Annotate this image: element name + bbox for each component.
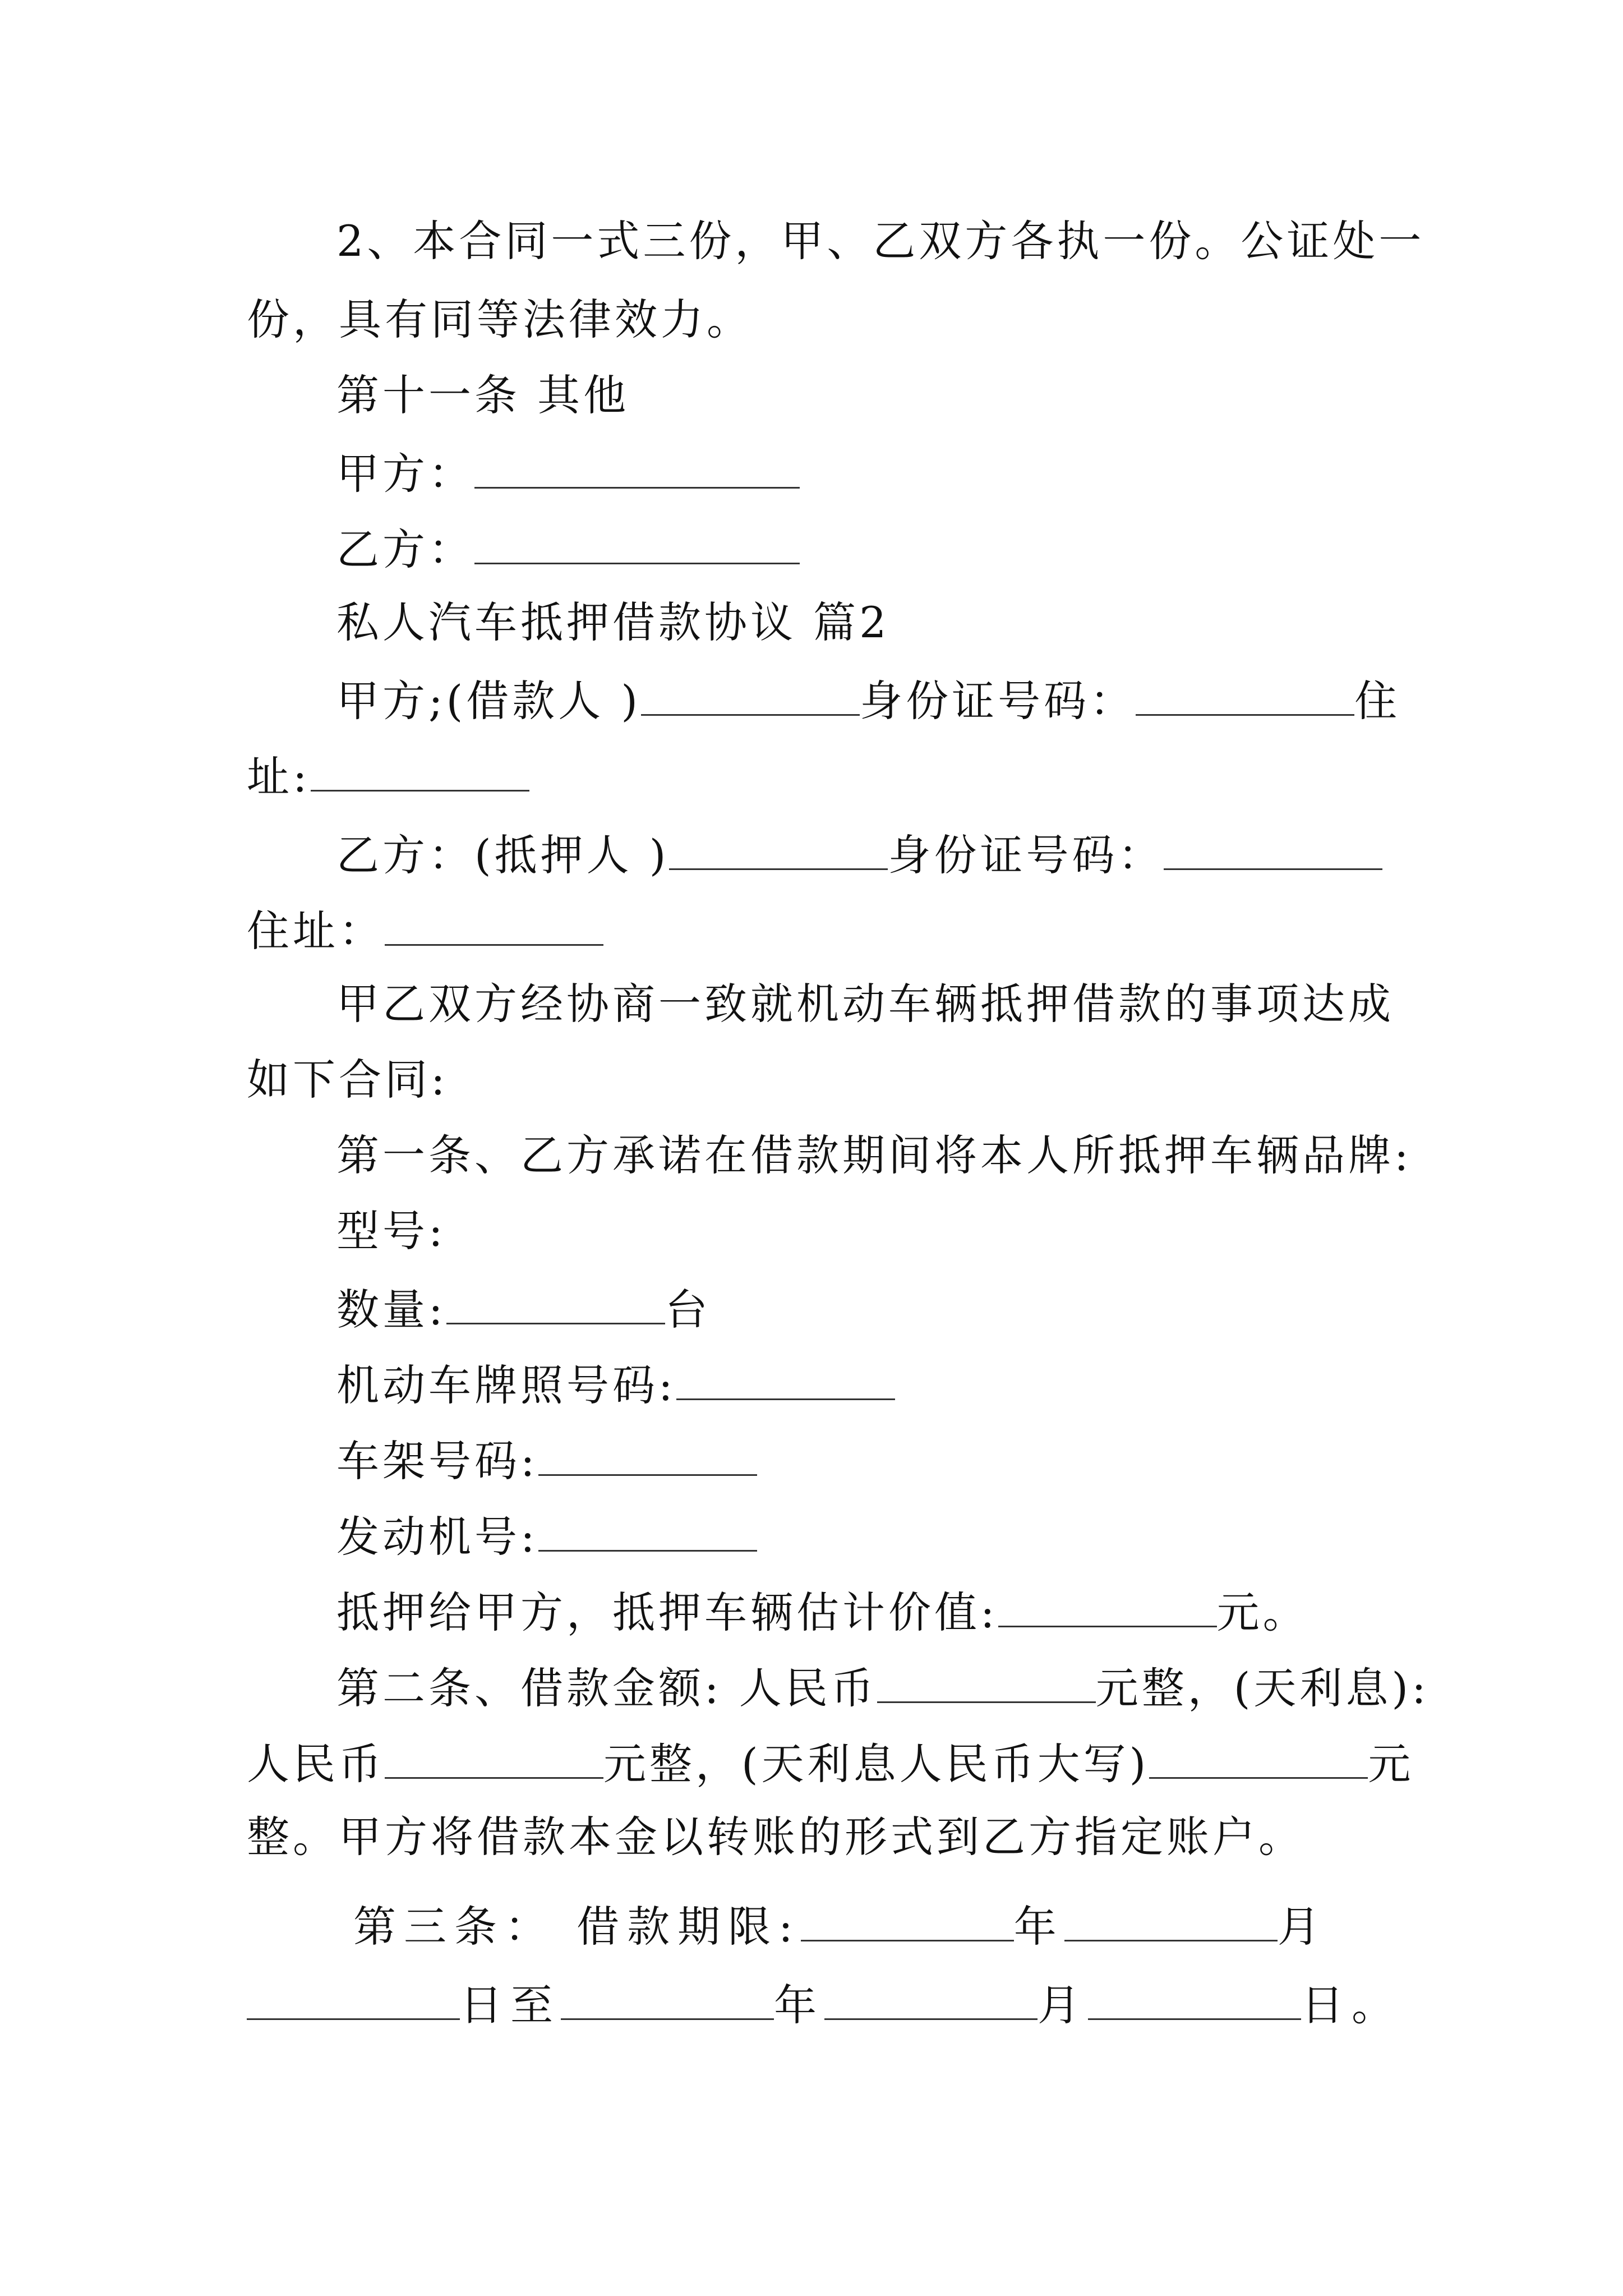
pledge-value-unit: 元。 [1216, 1588, 1309, 1637]
borrower-line [336, 670, 1400, 726]
engine-line [336, 1506, 757, 1562]
borrower-id-blank [1136, 670, 1354, 716]
pledge-value-text: 抵押给甲方，抵押车辆估计价值: [336, 1588, 998, 1637]
article-2-uppercase-blank [1149, 1733, 1368, 1779]
paragraph-copies-line-1: 2、本合同一式三份，甲、乙双方各执一份。公证处一 [336, 216, 1425, 266]
plate-line [336, 1355, 895, 1411]
plate-blank [676, 1355, 895, 1400]
borrower-label: 甲方;(借款人 ) [336, 676, 642, 726]
article-2-transfer-text: 整。甲方将借款本金以转账的形式到乙方指定账户。 [247, 1812, 1304, 1862]
borrower-name-blank [641, 670, 860, 716]
start-day-blank [247, 1975, 460, 2020]
end-year-blank [561, 1975, 774, 2020]
article-2-amount-blank [877, 1658, 1096, 1703]
paragraph-copies [336, 213, 1424, 269]
day-to-label: 日至 [460, 1980, 561, 2030]
mortgagor-id-blank [1164, 825, 1382, 870]
article-2-line-1 [336, 1658, 1430, 1714]
start-year-blank [801, 1896, 1014, 1941]
mortgagor-line [336, 825, 1382, 881]
intro-paragraph [336, 976, 1394, 1032]
plate-label: 机动车牌照号码: [336, 1360, 676, 1410]
borrower-id-label: 身份证号码： [860, 676, 1136, 726]
mortgagor-address-blank [385, 900, 603, 946]
end-month-label: 月 [1038, 1980, 1088, 2030]
model-label: 型号: [336, 1206, 446, 1256]
article-11-title: 第十一条 其他 [336, 370, 630, 420]
quantity-label: 数量: [336, 1285, 446, 1335]
paragraph-copies-continued [247, 292, 753, 348]
end-month-blank [824, 1975, 1038, 2020]
borrower-address-blank [311, 746, 529, 792]
model-line [336, 1203, 446, 1259]
section-heading [336, 595, 890, 651]
frame-line [336, 1430, 757, 1487]
end-day-blank [1088, 1975, 1301, 2020]
mortgagor-address-label: 住址： [247, 906, 385, 956]
article-1-text: 第一条、乙方承诺在借款期间将本人所抵押车辆品牌: [336, 1130, 1412, 1180]
article-2-rmb-label: 人民币 [247, 1739, 385, 1789]
section-title: 私人汽车抵押借款协议 篇2 [336, 597, 890, 647]
borrower-address-label-end: 址: [247, 752, 311, 802]
mortgagor-name-blank [669, 825, 888, 870]
quantity-unit: 台 [665, 1285, 711, 1335]
quantity-line [336, 1279, 711, 1335]
article-2-interest-blank [385, 1733, 603, 1779]
end-day-label: 日。 [1301, 1980, 1402, 2030]
article-2-interest-label: 元整，(天利息): [1095, 1663, 1430, 1713]
article-2-prefix: 第二条、借款金额: 人民币 [336, 1663, 877, 1713]
intro-paragraph-continued [247, 1052, 449, 1108]
end-year-label: 年 [774, 1980, 824, 2030]
article-3-line-1 [353, 1896, 1328, 1952]
party-b-signature-line [336, 519, 800, 575]
borrower-address-line [247, 746, 529, 802]
party-a-signature-line [336, 443, 800, 499]
mortgagor-address-line [247, 900, 603, 956]
party-a-label: 甲方： [336, 449, 474, 499]
frame-label: 车架号码: [336, 1436, 538, 1486]
mortgagor-id-label: 身份证号码： [888, 830, 1164, 880]
mortgagor-label: 乙方：(抵押人 ) [336, 830, 670, 880]
intro-line-2: 如下合同: [247, 1055, 449, 1105]
article-3-line-2 [247, 1975, 1402, 2031]
intro-line-1: 甲乙双方经协商一致就机动车辆抵押借款的事项达成 [336, 979, 1394, 1029]
pledge-value-blank [998, 1582, 1217, 1627]
article-2-line-2 [247, 1733, 1414, 1789]
pledge-value-line [336, 1582, 1309, 1638]
paragraph-copies-line-2: 份，具有同等法律效力。 [247, 295, 753, 344]
start-month-label: 月 [1277, 1902, 1328, 1952]
quantity-blank [446, 1279, 665, 1324]
party-b-label: 乙方： [336, 524, 474, 574]
article-11-heading [336, 367, 629, 424]
engine-blank [538, 1506, 757, 1552]
borrower-address-label-start: 住 [1354, 676, 1401, 726]
start-month-blank [1064, 1896, 1278, 1941]
party-a-blank [474, 443, 800, 489]
engine-label: 发动机号: [336, 1512, 538, 1562]
article-2-unit: 元 [1368, 1739, 1414, 1789]
article-2-line-3 [247, 1809, 1304, 1865]
start-year-label: 年 [1013, 1902, 1064, 1952]
article-2-interest-uppercase-label: 元整，(天利息人民币大写) [603, 1739, 1150, 1789]
frame-blank [538, 1430, 757, 1476]
article-1-line [336, 1128, 1412, 1184]
article-3-prefix: 第三条： 借款期限: [353, 1902, 801, 1952]
party-b-blank [474, 519, 800, 564]
